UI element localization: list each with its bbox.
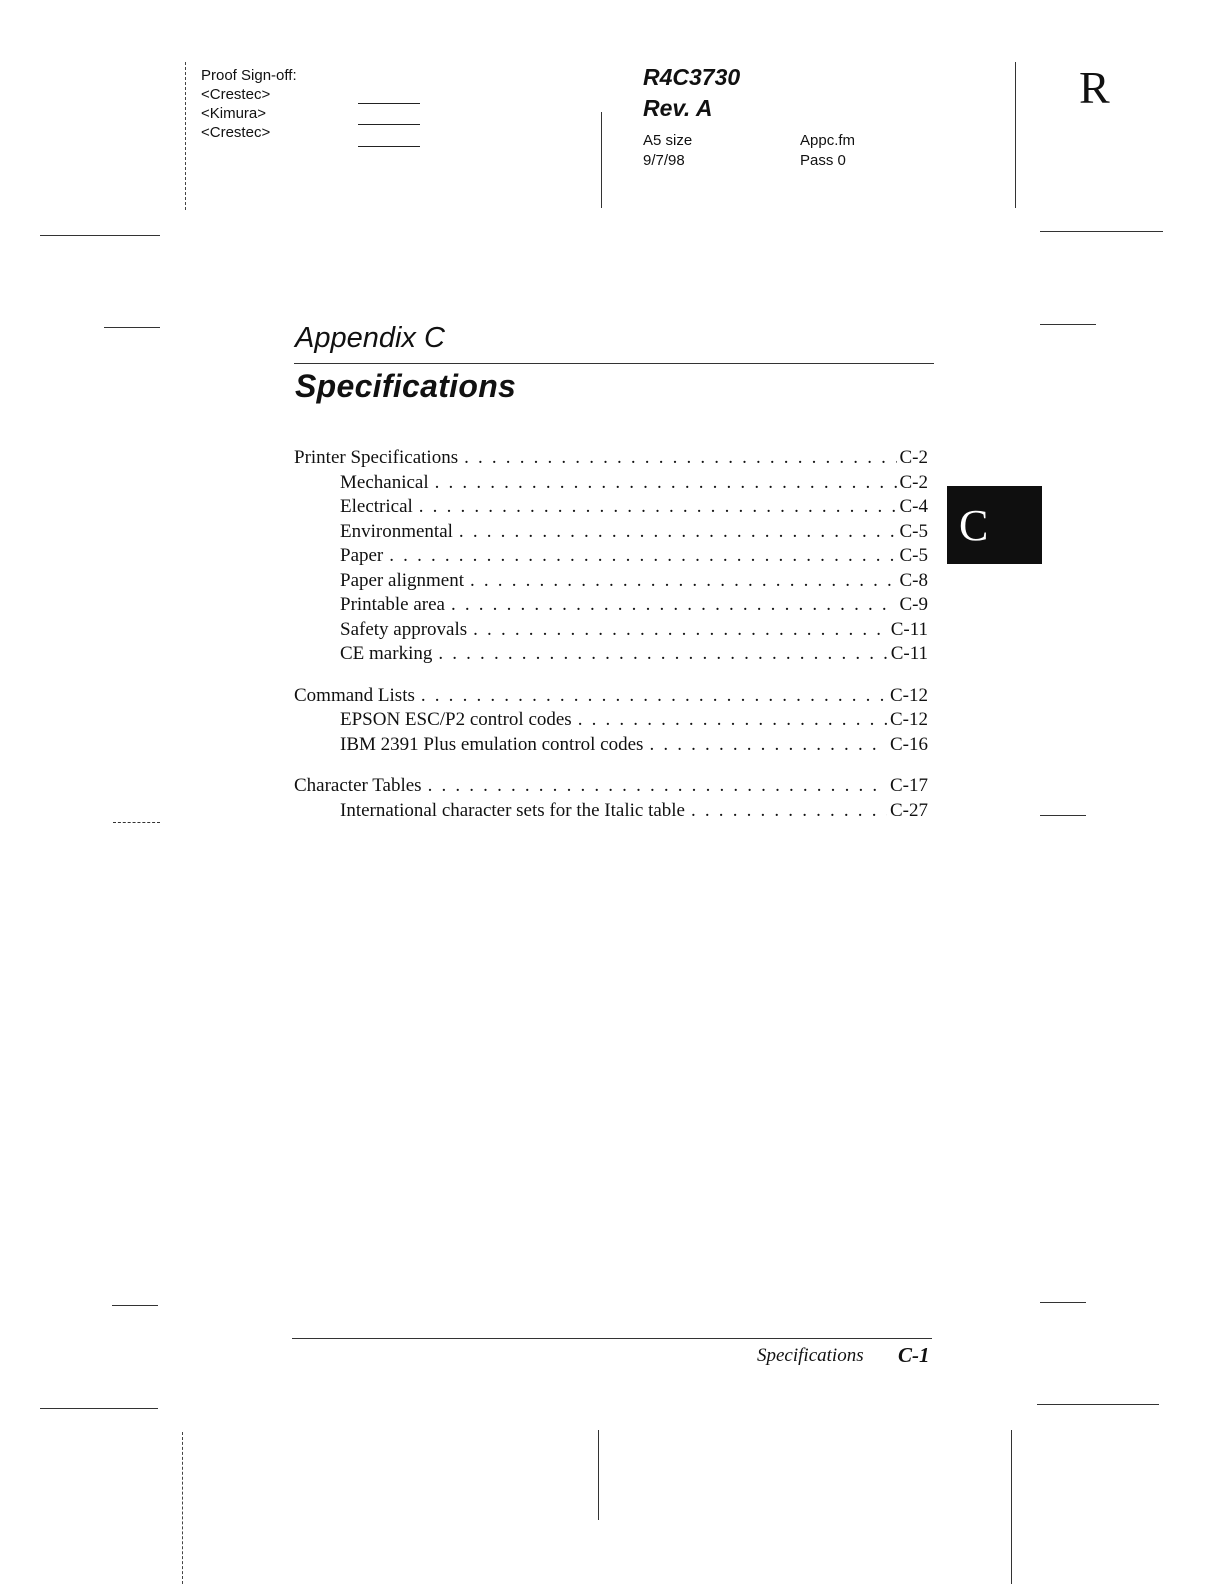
toc-entry[interactable] [294, 593, 928, 618]
signoff-line [358, 146, 420, 147]
dot-leader [649, 733, 887, 758]
header-center-rule [601, 112, 602, 208]
paper-size: A5 size [643, 132, 693, 149]
toc-entry[interactable] [294, 684, 928, 709]
header-right-rule [1015, 62, 1016, 208]
crop-mark [112, 1305, 158, 1306]
signoff-name: <Crestec> [201, 124, 271, 141]
toc-group-gap [294, 667, 928, 684]
dot-leader [438, 642, 887, 667]
dot-leader [435, 471, 897, 496]
dot-leader [578, 708, 887, 733]
toc-entry-title: EPSON ESC/P2 control codes [340, 709, 572, 730]
dot-leader [389, 544, 896, 569]
crop-mark [1040, 231, 1163, 232]
toc-entry-title: Printer Specifications [294, 447, 459, 468]
document-date: 9/7/98 [643, 152, 685, 169]
signoff-line [358, 103, 420, 104]
crop-mark [113, 822, 160, 823]
signoff-name: <Kimura> [201, 105, 267, 122]
toc-entry-title: Mechanical [340, 471, 429, 493]
appendix-label: Appendix C [295, 322, 445, 354]
toc-entry[interactable] [294, 774, 928, 799]
toc-entry-page: C-11 [890, 618, 928, 640]
proof-label: Proof Sign-off: [201, 67, 297, 84]
toc-entry[interactable] [294, 618, 928, 643]
toc-entry-page: C-2 [899, 447, 928, 468]
toc-entry-title: Paper alignment [340, 569, 464, 591]
footer-page-number: C-1 [898, 1343, 930, 1367]
crop-mark [40, 235, 160, 236]
crop-mark [1040, 815, 1086, 816]
crop-mark [104, 327, 160, 328]
toc-entry-page: C-4 [899, 496, 928, 517]
dot-leader [470, 569, 897, 594]
toc-entry[interactable] [294, 799, 928, 824]
toc-entry[interactable] [294, 544, 928, 569]
footer-section-title: Specifications [757, 1345, 864, 1366]
footer-right-rule [1011, 1430, 1012, 1584]
toc-entry[interactable] [294, 495, 928, 520]
dot-leader [691, 799, 887, 824]
dot-leader [473, 618, 888, 643]
toc-entry-title: Command Lists [294, 684, 415, 706]
toc-entry[interactable] [294, 642, 928, 667]
footer-center-rule [598, 1430, 599, 1520]
footer-left-rule [182, 1432, 183, 1584]
toc-entry-page: C-27 [890, 799, 928, 821]
corner-mark: R [1079, 62, 1110, 113]
toc-entry-title: Electrical [340, 496, 413, 517]
page-title: Specifications [295, 368, 517, 404]
toc-group-gap [294, 757, 928, 774]
toc-entry-page: C-11 [890, 643, 928, 664]
toc-entry[interactable] [294, 471, 928, 496]
toc-entry-title: Paper [340, 545, 384, 566]
table-of-contents [294, 446, 928, 823]
toc-entry-title: Safety approvals [340, 618, 468, 640]
file-name: Appc.fm [800, 132, 856, 149]
toc-entry-title: Environmental [340, 520, 453, 542]
footer-rule [292, 1338, 932, 1339]
toc-entry-page: C-2 [899, 471, 928, 493]
toc-entry-page: C-12 [890, 709, 928, 730]
toc-entry-page: C-5 [899, 545, 928, 566]
dot-leader [451, 593, 897, 618]
toc-entry-page: C-8 [899, 569, 928, 591]
toc-entry-title: International character sets for the Italic table [340, 799, 685, 821]
crop-mark [40, 1408, 158, 1409]
pass-number: Pass 0 [800, 152, 846, 169]
toc-entry-page: C-17 [890, 775, 928, 796]
dot-leader [464, 446, 896, 471]
toc-entry[interactable] [294, 446, 928, 471]
chapter-tab-letter: C [959, 501, 989, 550]
toc-entry-page: C-5 [899, 520, 928, 542]
signoff-line [358, 124, 420, 125]
toc-entry-page: C-9 [899, 594, 928, 615]
toc-entry-page: C-12 [890, 684, 928, 706]
toc-entry-page: C-16 [890, 733, 928, 755]
dot-leader [421, 684, 887, 709]
document-revision: Rev. A [643, 95, 713, 121]
toc-entry[interactable] [294, 708, 928, 733]
dot-leader [428, 774, 887, 799]
crop-mark [1040, 324, 1096, 325]
toc-entry-title: Printable area [340, 594, 445, 615]
crop-mark [1040, 1302, 1086, 1303]
title-rule [294, 363, 934, 364]
dot-leader [459, 520, 897, 545]
proof-signoff-block [201, 66, 297, 142]
toc-entry-title: CE marking [340, 643, 433, 664]
toc-entry[interactable] [294, 733, 928, 758]
chapter-tab [947, 486, 1042, 564]
toc-entry[interactable] [294, 520, 928, 545]
header-left-rule [185, 62, 186, 210]
crop-mark [1037, 1404, 1159, 1405]
signoff-name: <Crestec> [201, 86, 271, 103]
dot-leader [419, 495, 897, 520]
toc-entry-title: Character Tables [294, 775, 422, 796]
toc-entry-title: IBM 2391 Plus emulation control codes [340, 733, 644, 755]
document-code: R4C3730 [643, 64, 741, 90]
toc-entry[interactable] [294, 569, 928, 594]
